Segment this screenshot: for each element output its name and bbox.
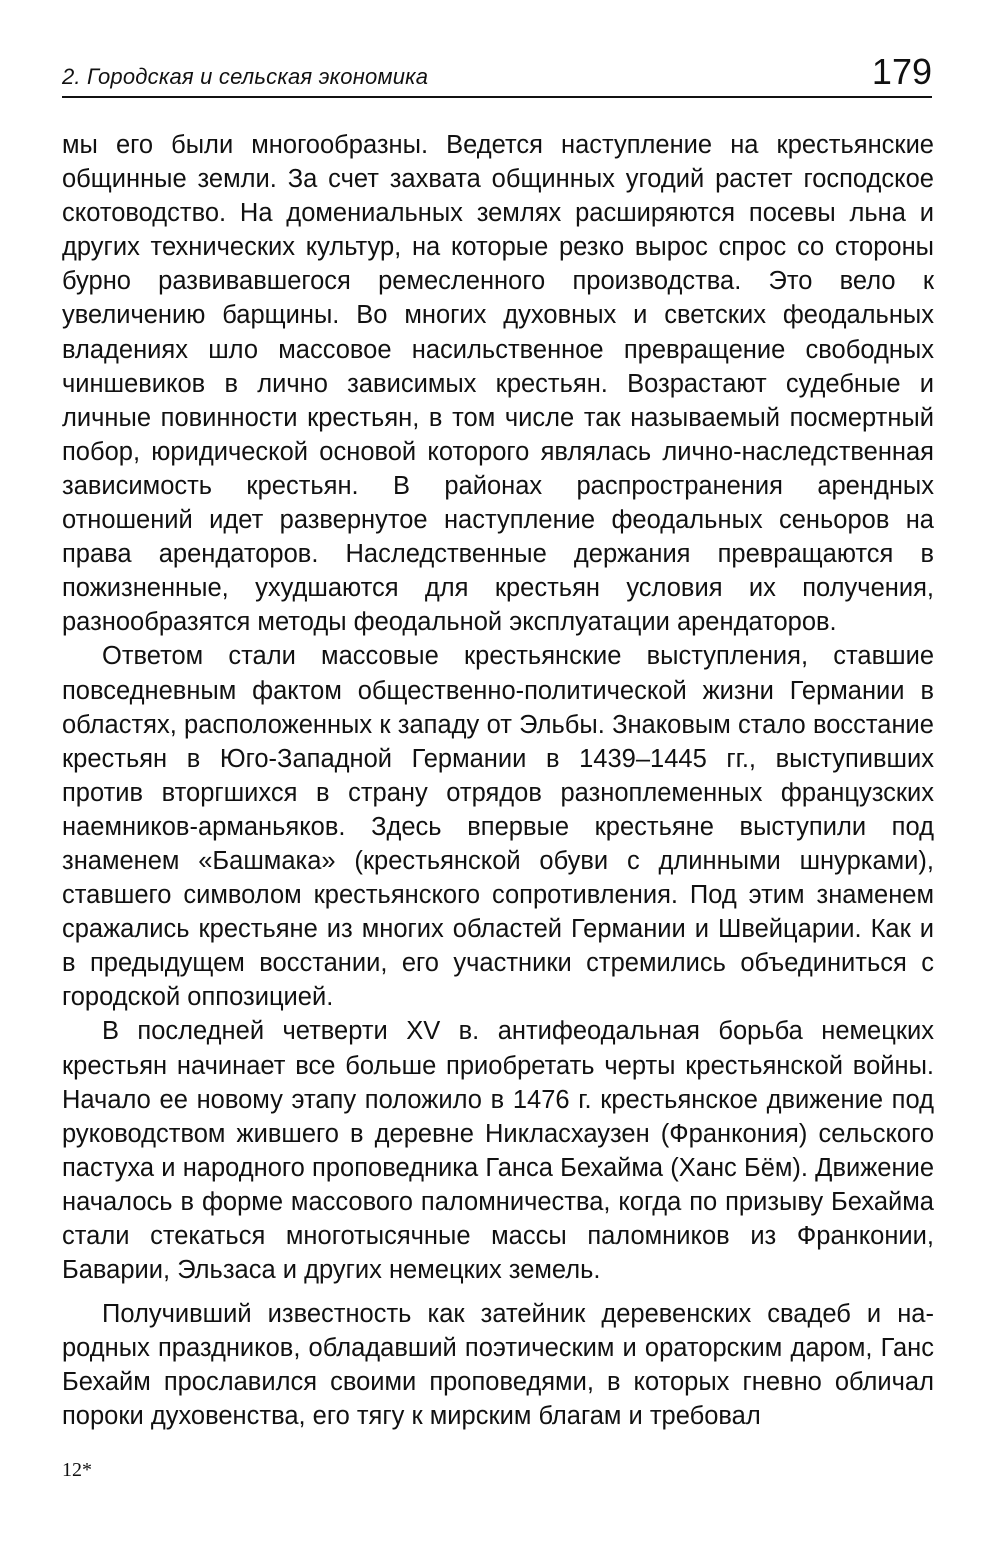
paragraph: Ответом стали массовые крестьянские выступления, ставшие повседневным фактом общественно-политической жизни Германии в областях, расположенных к западу от Эльбы. Знаковым стало восстание крестьян в Юго-Западной Германии в 1439–1445 гг., выступивших против вторгшихся в страну отрядов разноплеменных французских наемников-арманьяков. Здесь впервые крестьяне выступили под знаменем «Башмака» (крестьянской обуви с длинными шнурками), ставшего символом крестьянского сопротивления. Под этим знаменем сражались крестьяне из многих областей Германии и Швейцарии. Как и в предыдущем восстании, его участники стремились объединиться с городской оппозицией. [62, 642, 934, 1012]
paragraph-continuation: мы его были многообразны. Ведется наступление на крестьянские общинные земли. За счет захвата общинных угодий растет господское скотоводство. На домениальных землях расширяются посевы льна и других технических культур, на которые резко вырос спрос со стороны бурно развивавшегося ремесленного производства. Это вело к увеличению барщины. Во многих духовных и светских феодальных владениях шло массовое насильственное превращение свободных чиншевиков в лично зависимых крестьян. Возрастают судебные и личные повинности крестьян, в том числе так называемый посмертный побор, юридической основой которого являлась лично-наследственная зависимость крестьян. В районах распространения арендных отношений идет развернутое наступление феодальных сеньоров на права арендаторов. Наследственные держания превращаются в пожизненные, ухудшаются для крестьян условия их получения, разнообразятся методы феодальной эксплуатации арендаторов. [62, 131, 934, 637]
paragraph: В последней четверти XV в. антифеодальная борьба немецких крестьян начинает все больше приобретать черты крестьянской войны. Начало ее новому этапу положило в 1476 г. крестьянское движение под руководством жившего в деревне Никласхаузен (Франкония) сельского пастуха и народного проповедника Ганса Бехайма (Ханс Бём). Движение началось в форме массового паломничества, когда по призыву Бехайма стали стекаться многотысячные массы паломников из Франконии, Баварии, Эльзаса и других немецких земель. [62, 1017, 934, 1285]
running-title: 2. Городская и сельская экономика [62, 64, 429, 89]
page-number: 179 [871, 51, 932, 92]
printer-signature-mark: 12* [62, 1459, 92, 1481]
body-text [62, 128, 934, 1434]
paragraph: Получивший известность как затейник деревенских свадеб и народных праздников, обладавший поэтическим и ораторским даром, Ганс Бехайм прославился своими проповедями, в которых гневно обличал пороки духовенства, его тягу к мирским благам и требовал [62, 1300, 934, 1431]
running-header [62, 50, 932, 98]
